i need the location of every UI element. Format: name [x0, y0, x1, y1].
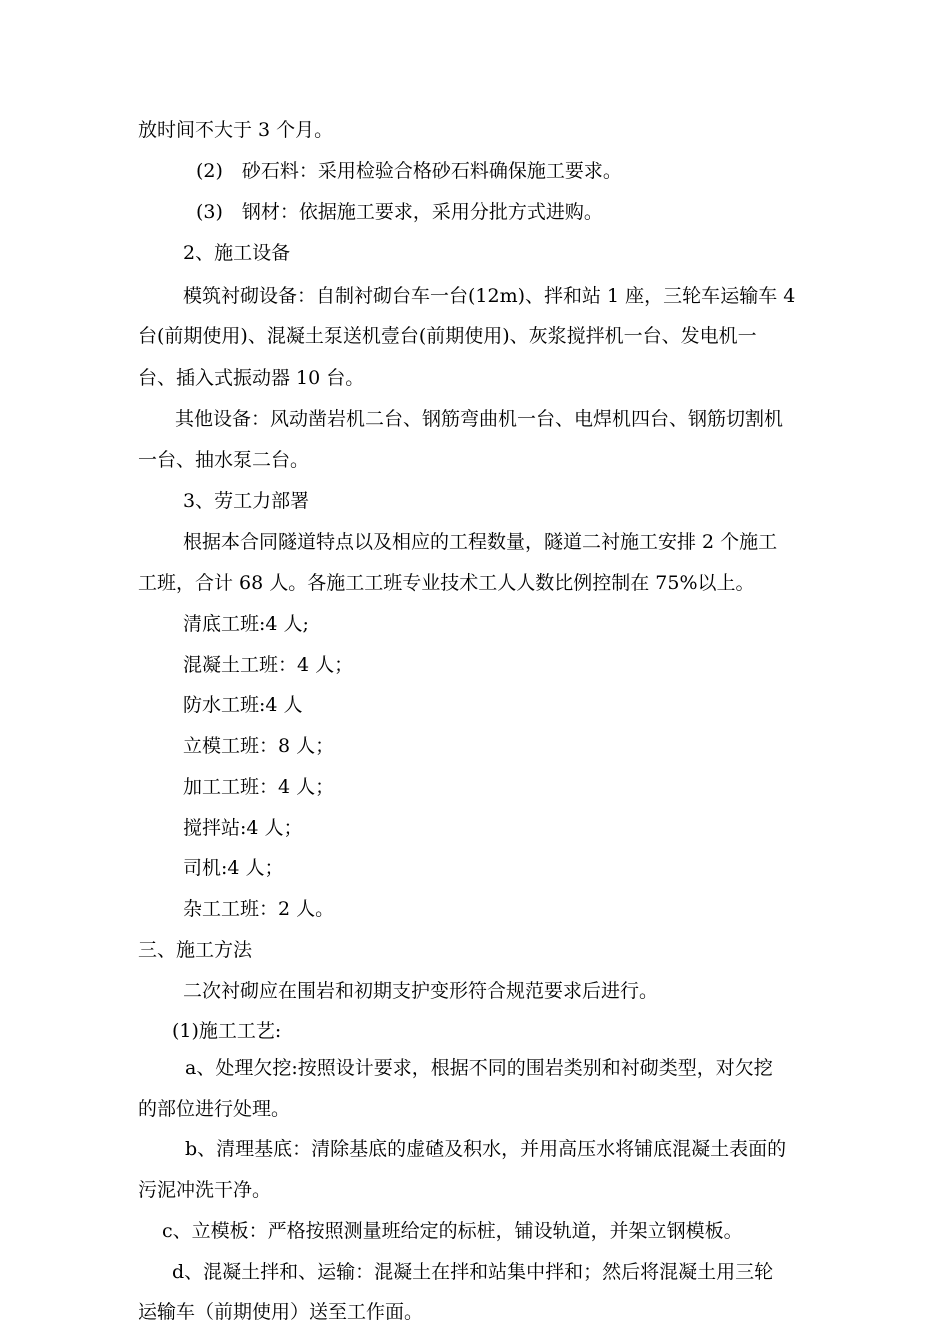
crew-item: 搅拌站:4 人；: [183, 817, 303, 839]
crew-item: 清底工班:4 人;: [183, 613, 309, 635]
text-line: c、立模板：严格按照测量班给定的标桩，铺设轨道，并架立钢模板。: [162, 1220, 743, 1242]
text-line: 运输车（前期使用）送至工作面。: [138, 1301, 424, 1323]
section-heading-labor: 3、劳工力部署: [183, 490, 310, 512]
text-line: 根据本合同隧道特点以及相应的工程数量，隧道二衬施工安排 2 个施工: [183, 531, 778, 553]
crew-item: 司机:4 人；: [183, 857, 284, 879]
text-line: 台(前期使用)、混凝土泵送机壹台(前期使用)、灰浆搅拌机一台、发电机一: [138, 325, 757, 347]
crew-item: 防水工班:4 人: [183, 694, 303, 716]
section-heading-equipment: 2、施工设备: [183, 242, 291, 264]
text-line: 模筑衬砌设备：自制衬砌台车一台(12m)、拌和站 1 座，三轮车运输车 4: [183, 285, 796, 307]
text-line: 的部位进行处理。: [138, 1098, 291, 1120]
text-line: 其他设备：风动凿岩机二台、钢筋弯曲机一台、电焊机四台、钢筋切割机: [175, 408, 784, 430]
list-item-steel: (3) 钢材：依据施工要求，采用分批方式进购。: [196, 201, 603, 223]
list-item-sand-gravel: (2) 砂石料：采用检验合格砂石料确保施工要求。: [196, 160, 622, 182]
text-line: 台、插入式振动器 10 台。: [138, 367, 365, 389]
text-line: 工班，合计 68 人。各施工工班专业技术工人人数比例控制在 75%以上。: [138, 572, 755, 594]
text-line: d、混凝土拌和、运输：混凝土在拌和站集中拌和；然后将混凝土用三轮: [172, 1261, 774, 1283]
text-line: b、清理基底：清除基底的虚碴及积水，并用高压水将铺底混凝土表面的: [185, 1138, 787, 1160]
text-line: 污泥冲洗干净。: [138, 1179, 272, 1201]
crew-item: 立模工班：8 人；: [183, 735, 335, 757]
crew-item: 加工工班：4 人；: [183, 776, 335, 798]
text-line: 二次衬砌应在围岩和初期支护变形符合规范要求后进行。: [183, 980, 659, 1002]
subheading-process: (1)施工工艺:: [172, 1020, 282, 1042]
crew-item: 杂工工班：2 人。: [183, 898, 335, 920]
crew-item: 混凝土工班：4 人；: [183, 654, 354, 676]
text-line: 一台、抽水泵二台。: [138, 449, 310, 471]
section-heading-method: 三、施工方法: [138, 939, 253, 961]
text-line: 放时间不大于 3 个月。: [138, 119, 334, 141]
text-line: a、处理欠挖:按照设计要求，根据不同的围岩类别和衬砌类型，对欠挖: [185, 1057, 773, 1079]
